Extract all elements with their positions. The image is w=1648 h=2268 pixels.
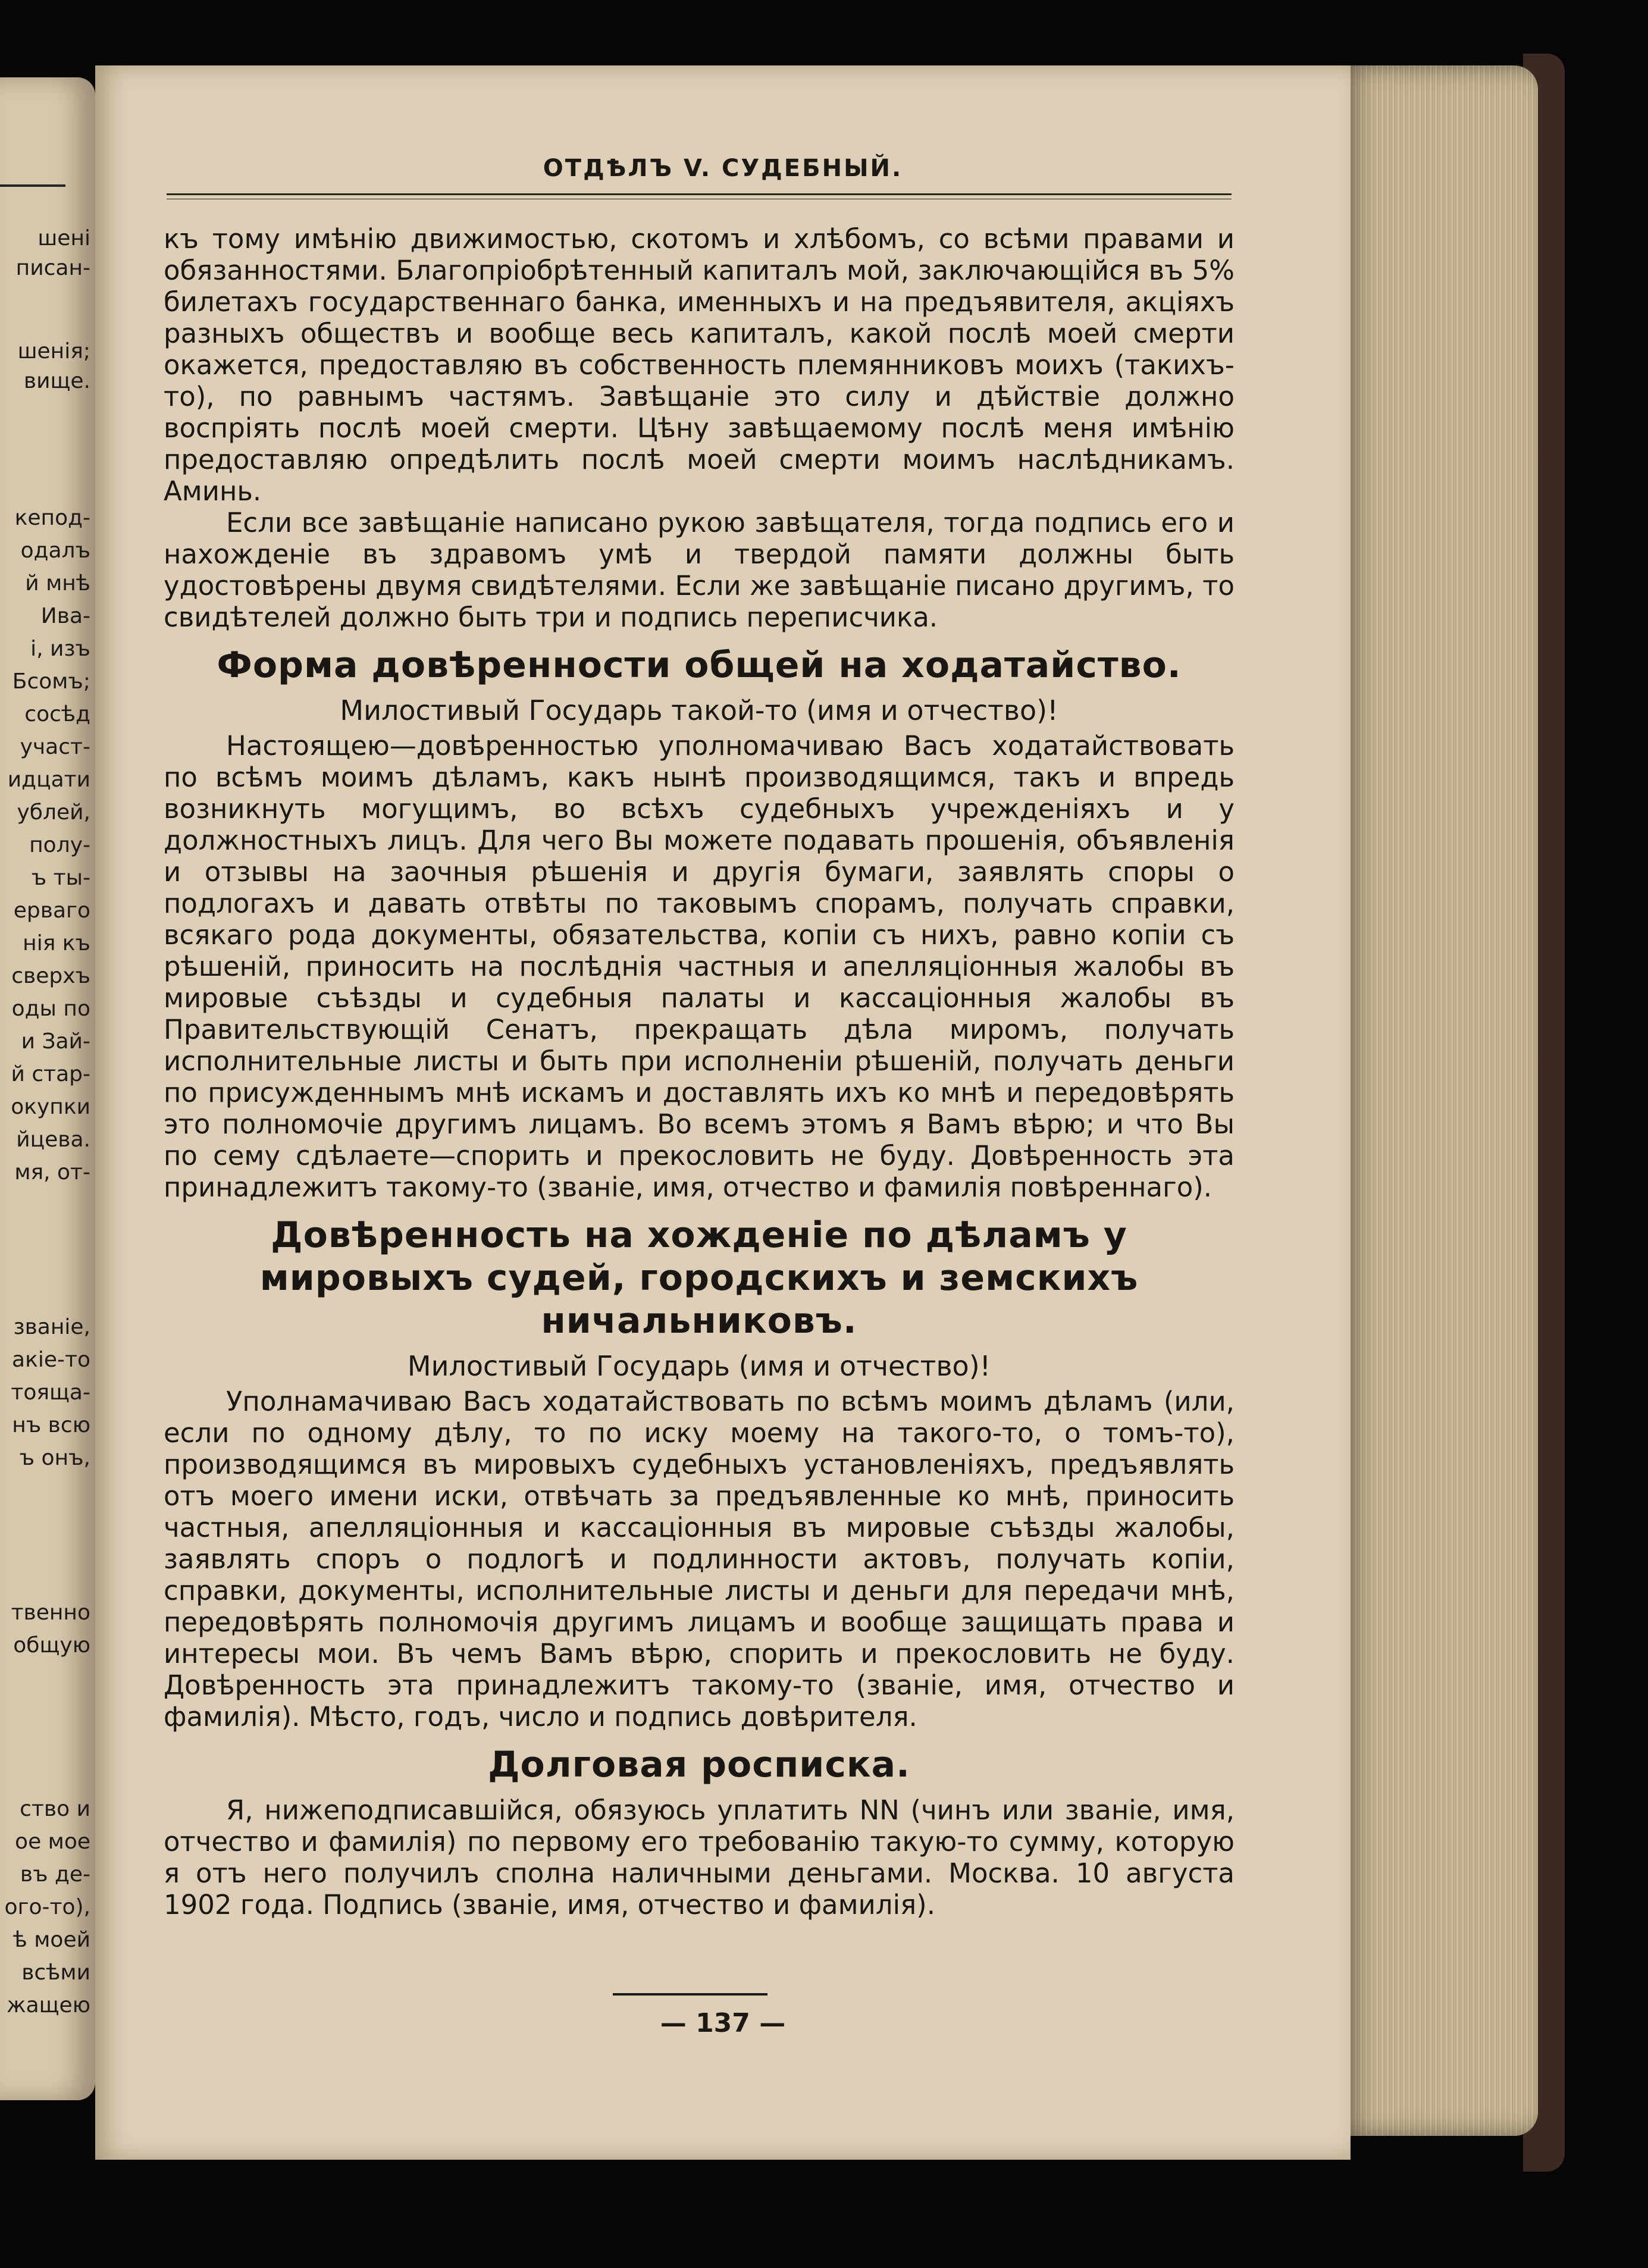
page-body bbox=[164, 223, 1235, 1921]
paragraph: Если все завѣщаніе написано рукою завѣщателя, тогда подпись его и нахожденіе въ здравомъ умѣ и твердой памяти должны быть удостовѣрены двумя свидѣтелями. Если же завѣщаніе писано другимъ, то свидѣтелей должно быть три и подпись переписчика. bbox=[164, 507, 1235, 633]
paragraph: къ тому имѣнію движимостью, скотомъ и хлѣбомъ, со всѣми правами и обязанностями. Благопріобрѣтенный капиталъ мой, заключающійся въ 5% билетахъ государственнаго банка, именныхъ и на предъявителя, акціяхъ разныхъ обществъ и вообще весь капиталъ, какой послѣ моей смерти окажется, предоставляю въ собственность племянниковъ моихъ (такихъ-то), по равнымъ частямъ. Завѣщаніе это силу и дѣйствіе должно воспріять послѣ моей смерти. Цѣну завѣщаемому послѣ меня имѣнію предоставляю опредѣлить послѣ моей смерти моимъ наслѣдникамъ. Аминь. bbox=[164, 223, 1235, 507]
facing-page-fragment: й стар- bbox=[11, 1062, 90, 1086]
header-rule bbox=[167, 193, 1232, 195]
salutation: Милостивый Государь (имя и отчество)! bbox=[407, 1350, 991, 1382]
facing-page-fragment: ъ ты- bbox=[31, 866, 90, 890]
facing-page-fragment: тоящa- bbox=[11, 1380, 90, 1405]
facing-page-fragment: вище. bbox=[23, 369, 90, 393]
facing-page-fragment: въ де- bbox=[20, 1862, 90, 1887]
facing-page-fragment: ерваго bbox=[13, 898, 90, 923]
facing-page-fragment: нія къ bbox=[23, 931, 90, 956]
facing-page-fragment: шенія; bbox=[17, 339, 90, 364]
facing-page-fragment: сверхъ bbox=[11, 964, 90, 988]
facing-page-fragment: и Зай- bbox=[21, 1029, 90, 1054]
facing-page-fragment: акіе-то bbox=[12, 1348, 90, 1372]
facing-page-fragment: идцати bbox=[7, 768, 90, 792]
facing-page-fragment: участ- bbox=[20, 735, 90, 759]
page-number: — 137 — bbox=[660, 2008, 786, 2038]
facing-page-fragment: полу- bbox=[29, 833, 90, 857]
facing-page-fragment: нъ всю bbox=[12, 1413, 90, 1437]
facing-page bbox=[0, 77, 95, 2100]
paragraph: Я, нижеподписавшійся, обязуюсь уплатить NN (чинъ или званіе, имя, отчество и фамилія) по первому его требованію такую-то сумму, которую я отъ него получилъ сполна наличными деньгами. Москва. 10 августа 1902 года. Подпись (званіе, имя, отчество и фамилія). bbox=[164, 1794, 1235, 1921]
facing-page-fragment: жащею bbox=[7, 1993, 90, 2018]
facing-page-fragment: ъ онъ, bbox=[19, 1446, 90, 1470]
facing-page-fragment: званіе, bbox=[13, 1315, 90, 1339]
facing-page-fragment: ство и bbox=[20, 1797, 90, 1821]
facing-page-fragment: сосѣд bbox=[24, 702, 90, 726]
book-page-edges bbox=[1342, 65, 1538, 2136]
facing-page-fragment: Ива- bbox=[40, 604, 90, 628]
facing-page-fragment: писан- bbox=[15, 256, 90, 280]
book-page bbox=[95, 65, 1351, 2160]
facing-page-fragment: шені bbox=[37, 226, 90, 250]
facing-page-fragment: твенно bbox=[11, 1600, 90, 1625]
salutation: Милостивый Государь такой-то (имя и отчество)! bbox=[340, 694, 1058, 726]
facing-page-fragment: ѣ моей bbox=[12, 1928, 90, 1952]
folio-rule bbox=[613, 1993, 767, 1996]
facing-page-fragment: ое мое bbox=[15, 1830, 90, 1854]
section-heading: Довѣренность на хожденіе по дѣламъ у мировыхъ судей, городскихъ и земскихъ ничальниковъ. bbox=[259, 1214, 1139, 1342]
facing-page-fragment: окупки bbox=[11, 1095, 90, 1119]
paragraph: Настоящею—довѣренностью уполномачиваю Васъ ходатайствовать по всѣмъ моимъ дѣламъ, какъ нынѣ производящимся, такъ и впредь возникнуть могущимъ, во всѣхъ судебныхъ учрежденіяхъ и у должностныхъ лицъ. Для чего Вы можете подавать прошенія, объявленія и отзывы на заочныя рѣшенія и другія бумаги, заявлять споры о подлогахъ и давать отвѣты по таковымъ спорамъ, получать справки, всякаго рода документы, обязательства, копіи съ нихъ, равно копіи съ рѣшеній, приносить на послѣднія частныя и апелляціонныя жалобы въ мировые съѣзды и судебныя палаты и кассаціонныя жалобы въ Правительствующій Сенатъ, прекращать дѣла миромъ, получать исполнительные листы и быть при исполненіи рѣшеній, получать деньги по присужденнымъ мнѣ искамъ и доставлять ихъ ко мнѣ и передовѣрять это полномочіе другимъ лицамъ. Во всемъ этомъ я Вамъ вѣрю; и что Вы по сему сдѣлаете—спорить и прекословить не буду. Довѣренность эта принадлежитъ такому-то (званіе, имя, отчество и фамилія повѣреннаго). bbox=[164, 730, 1235, 1203]
facing-page-fragment: кепод- bbox=[14, 506, 90, 530]
facing-page-fragment: і, изъ bbox=[30, 637, 90, 661]
section-heading: Долговая росписка. bbox=[488, 1744, 910, 1785]
facing-page-fragment: мя, от- bbox=[14, 1160, 90, 1185]
section-heading: Форма довѣренности общей на ходатайство. bbox=[217, 644, 1182, 686]
facing-page-fragment: одалъ bbox=[20, 538, 90, 563]
facing-page-fragment: ого-то), bbox=[4, 1895, 90, 1919]
facing-page-fragment: общую bbox=[13, 1633, 90, 1658]
facing-page-fragment: оды по bbox=[11, 997, 90, 1021]
facing-page-fragment: всѣми bbox=[21, 1960, 90, 1985]
facing-page-fragment: йцева. bbox=[16, 1127, 90, 1152]
paragraph: Уполнамачиваю Васъ ходатайствовать по всѣмъ моимъ дѣламъ (или, если по одному дѣлу, то по иску моему на такого-то, о томъ-то), производящимся въ мировыхъ судебныхъ установленіяхъ, предъявлять отъ моего имени иски, отвѣчать за предъявленные ко мнѣ, приносить частныя, апелляціонныя и кассаціонныя въ мировые съѣзды жалобы, заявлять споръ о подлогѣ и подлинности актовъ, получать копіи, справки, документы, исполнительные листы и деньги для передачи мнѣ, передовѣрять полномочія другимъ лицамъ и вообще защищать права и интересы мои. Въ чемъ Вамъ вѣрю, спорить и прекословить не буду. Довѣренность эта принадлежитъ такому-то (званіе, имя, отчество и фамилія). Мѣсто, годъ, число и подпись довѣрителя. bbox=[164, 1386, 1235, 1733]
facing-page-fragment: ублей, bbox=[17, 800, 90, 825]
running-head: ОТДѢЛЪ V. СУДЕБНЫЙ. bbox=[543, 155, 903, 182]
facing-page-fragment: й мнѣ bbox=[25, 571, 90, 596]
facing-page-rule bbox=[0, 184, 65, 187]
facing-page-fragment: Бсомъ; bbox=[12, 669, 90, 694]
